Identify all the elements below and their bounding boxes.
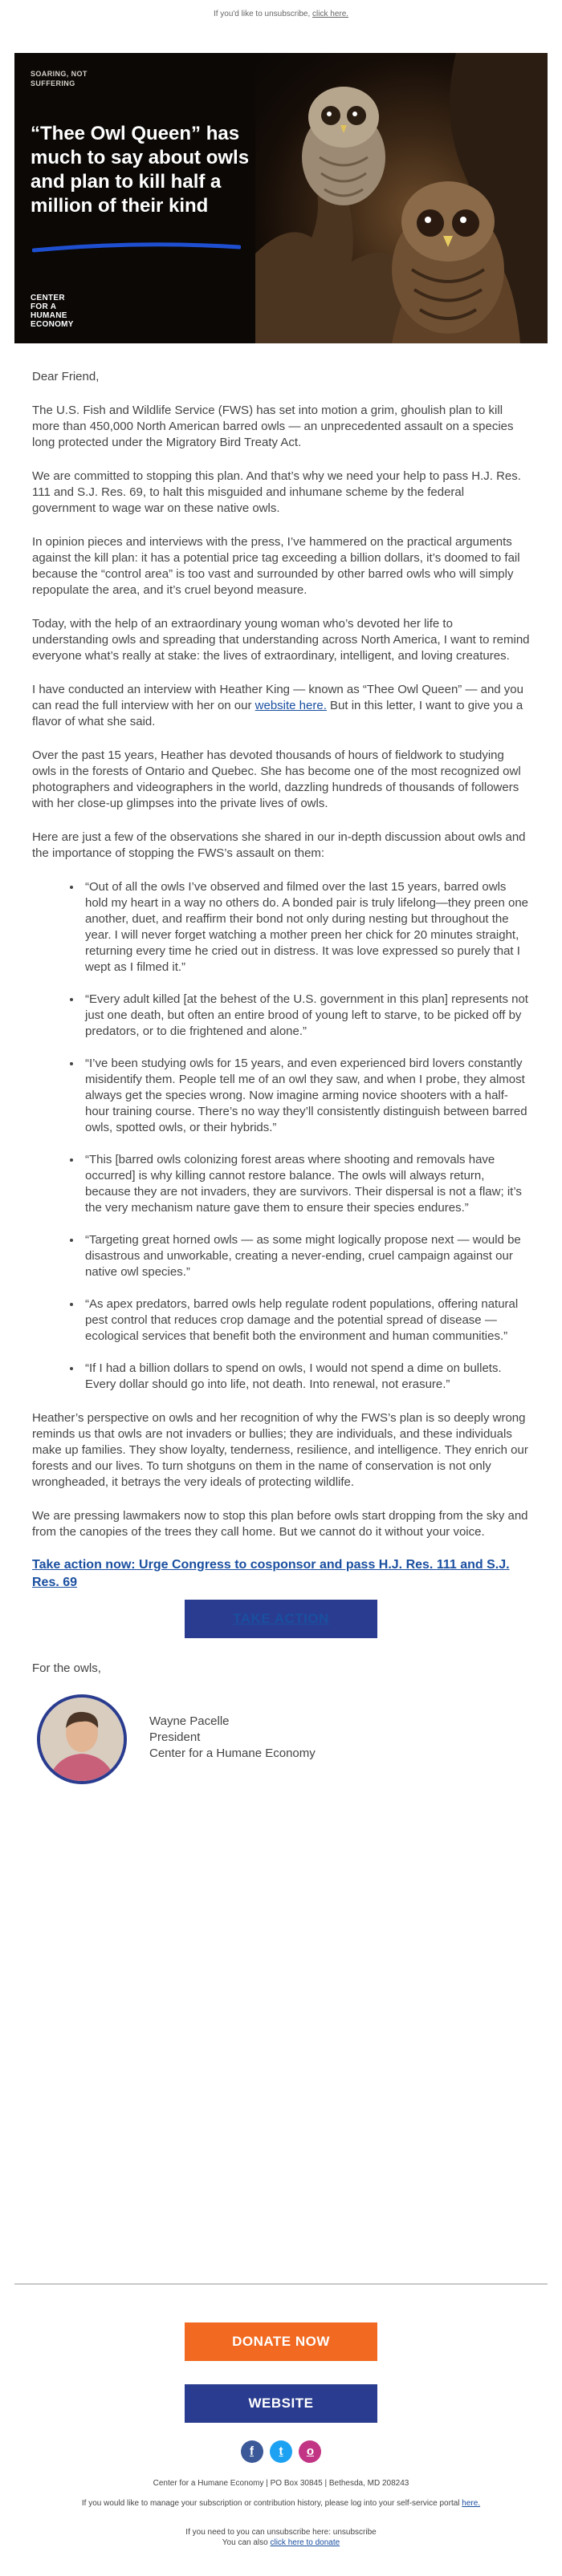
quote-item: • “As apex predators, barred owls help regulate rodent populations, offering natural pest control that reduces crop damage and the potential spread of disease — ecological services that benefit both the environment and human communities.” (82, 1296, 530, 1345)
paragraph-5-text-a: I have conducted an interview with Heather King — known as “Thee Owl Queen” — and you can read the full interview with her on our (32, 683, 523, 712)
unsubscribe-top-link[interactable]: click here. (312, 10, 349, 18)
greeting: Dear Friend, (32, 370, 100, 383)
logo-line-1: CENTER (31, 294, 65, 302)
manage-text: If you would like to manage your subscription or contribution history, please log into your self-service portal (81, 2499, 460, 2508)
quote-item: • “I’ve been studying owls for 15 years, and even experienced bird lovers constantly misidentify them. People tell me of an owl they saw, and when I probe, they almost always get the species wrong. Now imagine arming novice shooters with a half-hour training course. There’s no way they’ll consistently distinguish between barred owls, spotted owls, or their hybrids.” (82, 1056, 530, 1136)
manage-portal-link[interactable]: here. (462, 2499, 481, 2508)
facebook-icon[interactable]: f (241, 2440, 263, 2463)
paragraph-7: Here are just a few of the observations she shared in our in-depth discussion about owls and the importance of stopping the FWS’s assault on them: (32, 830, 526, 860)
footer-donate-link[interactable]: click here to donate (270, 2538, 340, 2547)
paragraph-2: We are committed to stopping this plan. And that’s why we need your help to pass H.J. Res. 111 and S.J. Res. 69, to halt this misguided and inhumane scheme by the federal government to wage war on these native owls. (32, 469, 521, 515)
headline-underline (32, 242, 241, 254)
hero-headline: “Thee Owl Queen” has much to say about owls and plan to kill half a million of their kind (31, 123, 250, 217)
paragraph-6: Over the past 15 years, Heather has devoted thousands of hours of fieldwork to studying owls in the forests of Ontario and Quebec. She has become one of the most recognized owl photographers and videographers in the world, dazzling hundreds of thousands of followers with her close-up glimpses into the private lives of owls. (32, 748, 521, 810)
website-button[interactable]: WEBSITE (185, 2384, 377, 2423)
take-action-button[interactable]: TAKE ACTION (185, 1600, 377, 1638)
logo-line-4: ECONOMY (31, 320, 74, 329)
hero-tagline: SOARING, NOT SUFFERING (31, 70, 88, 87)
avatar (37, 1694, 127, 1784)
paragraph-1: The U.S. Fish and Wildlife Service (FWS) has set into motion a grim, ghoulish plan to kill more than 450,000 North American barred owls — an unprecedented assault on a species long protected under the Migratory Bird Treaty Act. (32, 404, 514, 449)
unsubscribe-note-text: If you'd like to unsubscribe, (213, 10, 311, 18)
footer-unsubscribe (0, 2527, 562, 2537)
social-links (0, 2440, 562, 2463)
take-action-link[interactable]: Take action now: Urge Congress to cosponsor and pass H.J. Res. 111 and S.J. Res. 69 (32, 1558, 510, 1589)
paragraph-5-text-b: But in this letter, I want to give you a flavor of what she said. (32, 699, 523, 728)
signer-name: Wayne Pacelle (149, 1714, 230, 1728)
quote-item: • “This [barred owls colonizing forest areas where shooting and removals have occurred] is why killing cannot restore balance. The owls will always return, because they are not invaders, they are survivors. Their dispersal is not a flaw; it’s the very mechanism nature gave them to ensure their species endures.” (82, 1152, 530, 1216)
hero-banner (14, 53, 548, 343)
paragraph-9: We are pressing lawmakers now to stop this plan before owls start dropping from the sky and from the canopies of the trees they call home. But we cannot do it without your voice. (32, 1509, 528, 1539)
interview-website-link[interactable]: website here. (255, 699, 327, 712)
unsubscribe-note (0, 0, 562, 27)
signer-portrait (40, 1698, 124, 1781)
paragraph-8: Heather’s perspective on owls and her recognition of why the FWS’s plan is so deeply wrong reminds us that owls are not invaders or bullies; they are individuals, and these individuals make up families. They show loyalty, tenderness, resilience, and intelligence. They enrich our forests and our lives. To turn shotguns on them in the name of conservation is not only wrongheaded, it betrays the very ideals of protecting wildlife. (32, 1411, 528, 1489)
quote-item: • “Every adult killed [at the behest of the U.S. government in this plan] represents not just one death, but often an entire brood of young left to starve, to be picked off by predators, or to die frightened and alone.” (82, 992, 530, 1040)
instagram-icon[interactable]: o (299, 2440, 321, 2463)
footer-address: Center for a Humane Economy | PO Box 30845 | Bethesda, MD 208243 (153, 2479, 409, 2488)
signature-block (32, 1694, 530, 1791)
quote-item: • “Out of all the owls I’ve observed and filmed over the last 15 years, barred owls hold my heart in a way no others do. A bonded pair is truly lifelong—they preen one another, duet, and reaffirm their bond not only during nesting but throughout the year. I will never forget watching a mother preen her chick for 20 minutes straight, returning every time he cried out in distress. It was love expressed so purely that I wept as I filmed it.” (82, 879, 530, 976)
adult-owl (392, 181, 504, 334)
quote-item: • “If I had a billion dollars to spend on owls, I would not spend a dime on bullets. Every dollar should go into life, not death. Into renewal, not erasure.” (82, 1361, 530, 1393)
young-owl (302, 87, 385, 205)
paragraph-5 (32, 682, 530, 730)
signer-organization: Center for a Humane Economy (149, 1746, 316, 1760)
twitter-icon[interactable]: t (270, 2440, 292, 2463)
donate-now-button[interactable]: DONATE NOW (185, 2322, 377, 2361)
footer-divider (14, 2283, 548, 2285)
footer-manage (0, 2498, 562, 2509)
signer-details (149, 1714, 316, 1762)
unsubscribe-text: If you need to you can unsubscribe here: (185, 2528, 331, 2537)
unsubscribe-word[interactable]: unsubscribe (332, 2528, 377, 2537)
quote-list (32, 879, 530, 1393)
footer-donate-line (0, 2537, 562, 2548)
logo-line-2: FOR A (31, 302, 57, 311)
quote-item: • “Targeting great horned owls — as some might logically propose next — would be disastrous and unworkable, creating a never-ending, cruel campaign against our native owl species.” (82, 1232, 530, 1280)
owls-illustration (255, 53, 548, 343)
donate-text: You can also (222, 2538, 268, 2547)
organization-logo (31, 294, 74, 329)
signer-title: President (149, 1730, 201, 1744)
paragraph-3: In opinion pieces and interviews with the press, I’ve hammered on the practical arguments against the kill plan: it has a potential price tag exceeding a billion dollars, it’s doomed to fail because the “control area” is too vast and surrounded by other barred owls who will simply repopulate the area, and it’s cruel beyond measure. (32, 535, 520, 597)
closing: For the owls, (32, 1661, 101, 1675)
logo-line-3: HUMANE (31, 311, 67, 320)
paragraph-4: Today, with the help of an extraordinary young woman who’s devoted her life to understanding owls and spreading that understanding across North America, I want to remind everyone what’s really at stake: the lives of extraordinary, intelligent, and loving creatures. (32, 617, 530, 663)
letter-body (32, 369, 530, 1791)
